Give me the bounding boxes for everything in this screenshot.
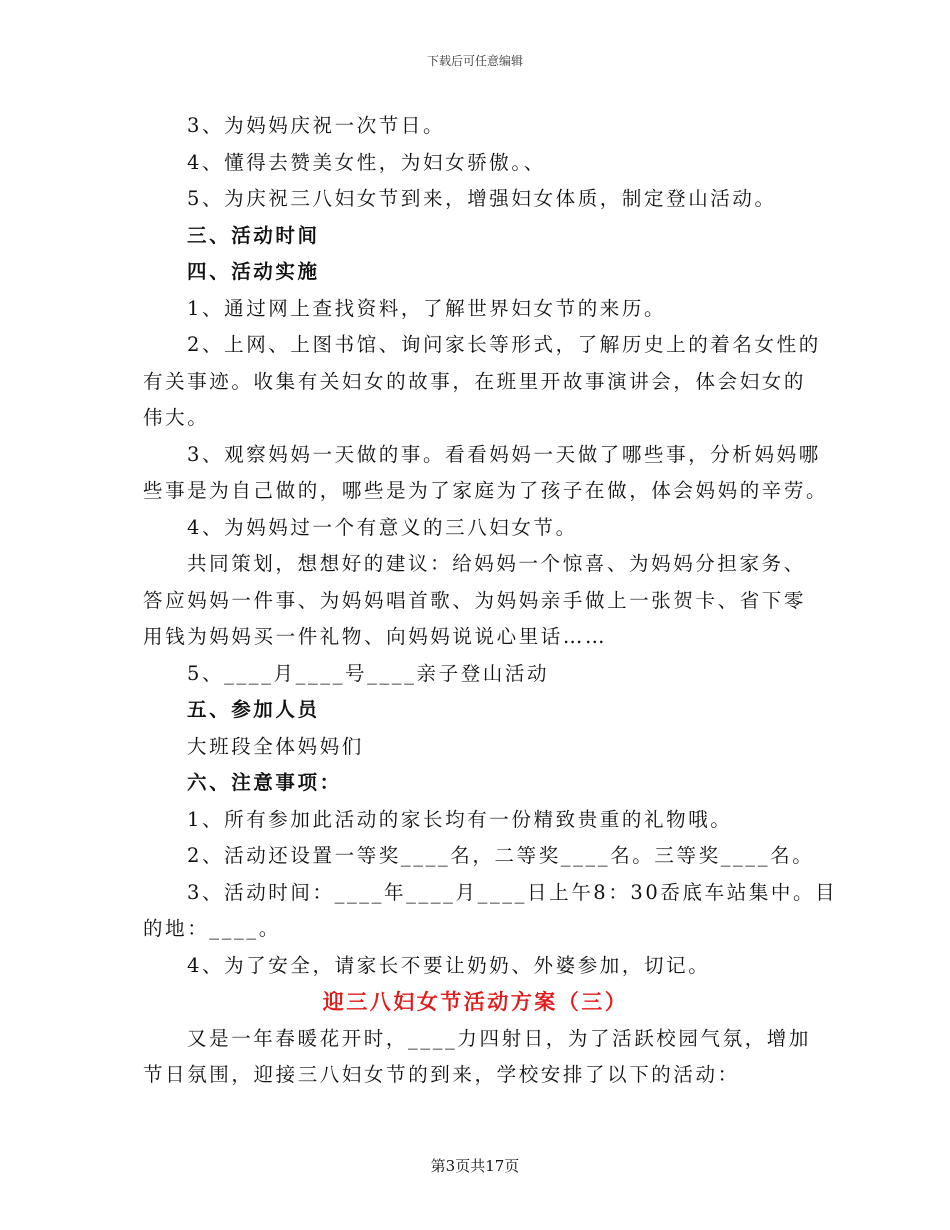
step-3-line-1: 3、观察妈妈一天做的事。看看妈妈一天做了哪些事，分析妈妈哪 [187, 442, 821, 466]
note-1: 1、所有参加此活动的家长均有一份精致贵重的礼物哦。 [187, 807, 733, 831]
goal-item-5: 5、为庆祝三八妇女节到来，增强妇女体质，制定登山活动。 [187, 187, 777, 210]
planning-line-1: 共同策划，想想好的建议：给妈妈一个惊喜、为妈妈分担家务、 [187, 552, 806, 575]
note-3-line-1: 3、活动时间：____年____月____日上午8：30岙底车站集中。目 [187, 880, 838, 904]
heading-activity-time: 三、活动时间 [187, 223, 320, 247]
planning-line-3: 用钱为妈妈买一件礼物、向妈妈说说心里话…… [143, 625, 608, 648]
step-1: 1、通过网上查找资料，了解世界妇女节的来历。 [187, 296, 667, 320]
intro-line-2: 节日氛围，迎接三八妇女节的到来，学校安排了以下的活动： [143, 1063, 740, 1086]
step-2-line-3: 伟大。 [143, 406, 210, 429]
section-title: 迎三八妇女节活动方案（三） [322, 989, 629, 1014]
heading-notes: 六、注意事项： [187, 771, 342, 794]
note-4: 4、为了安全，请家长不要让奶奶、外婆参加，切记。 [187, 953, 711, 977]
step-3-line-2: 些事是为自己做的，哪些是为了家庭为了孩子在做，体会妈妈的辛劳。 [143, 479, 829, 502]
note-3-line-2: 的地：____。 [143, 917, 281, 940]
page-header: 下载后可任意编辑 [426, 54, 523, 68]
goal-item-3: 3、为妈妈庆祝一次节日。 [187, 114, 446, 137]
intro-line-1: 又是一年春暖花开时，____力四射日，为了活跃校园气氛，增加 [187, 1026, 812, 1050]
goal-item-4: 4、懂得去赞美女性，为妇女骄傲。、 [187, 150, 546, 174]
heading-participants: 五、参加人员 [187, 698, 320, 721]
note-2: 2、活动还设置一等奖____名，二等奖____名。三等奖____名。 [187, 844, 815, 867]
heading-activity-implementation: 四、活动实施 [187, 260, 320, 283]
step-5: 5、____月____号____亲子登山活动 [187, 661, 550, 685]
participants-text: 大班段全体妈妈们 [187, 734, 364, 758]
planning-line-2: 答应妈妈一件事、为妈妈唱首歌、为妈妈亲手做上一张贺卡、省下零 [143, 588, 807, 612]
step-4: 4、为妈妈过一个有意义的三八妇女节。 [187, 515, 578, 539]
document-body [143, 108, 838, 1094]
page-footer: 第3页共17页 [430, 1157, 520, 1175]
step-2-line-2: 有关事迹。收集有关妇女的故事，在班里开故事演讲会，体会妇女的 [143, 369, 807, 393]
step-2-line-1: 2、上网、上图书馆、询问家长等形式，了解历史上的着名女性的 [187, 333, 821, 356]
